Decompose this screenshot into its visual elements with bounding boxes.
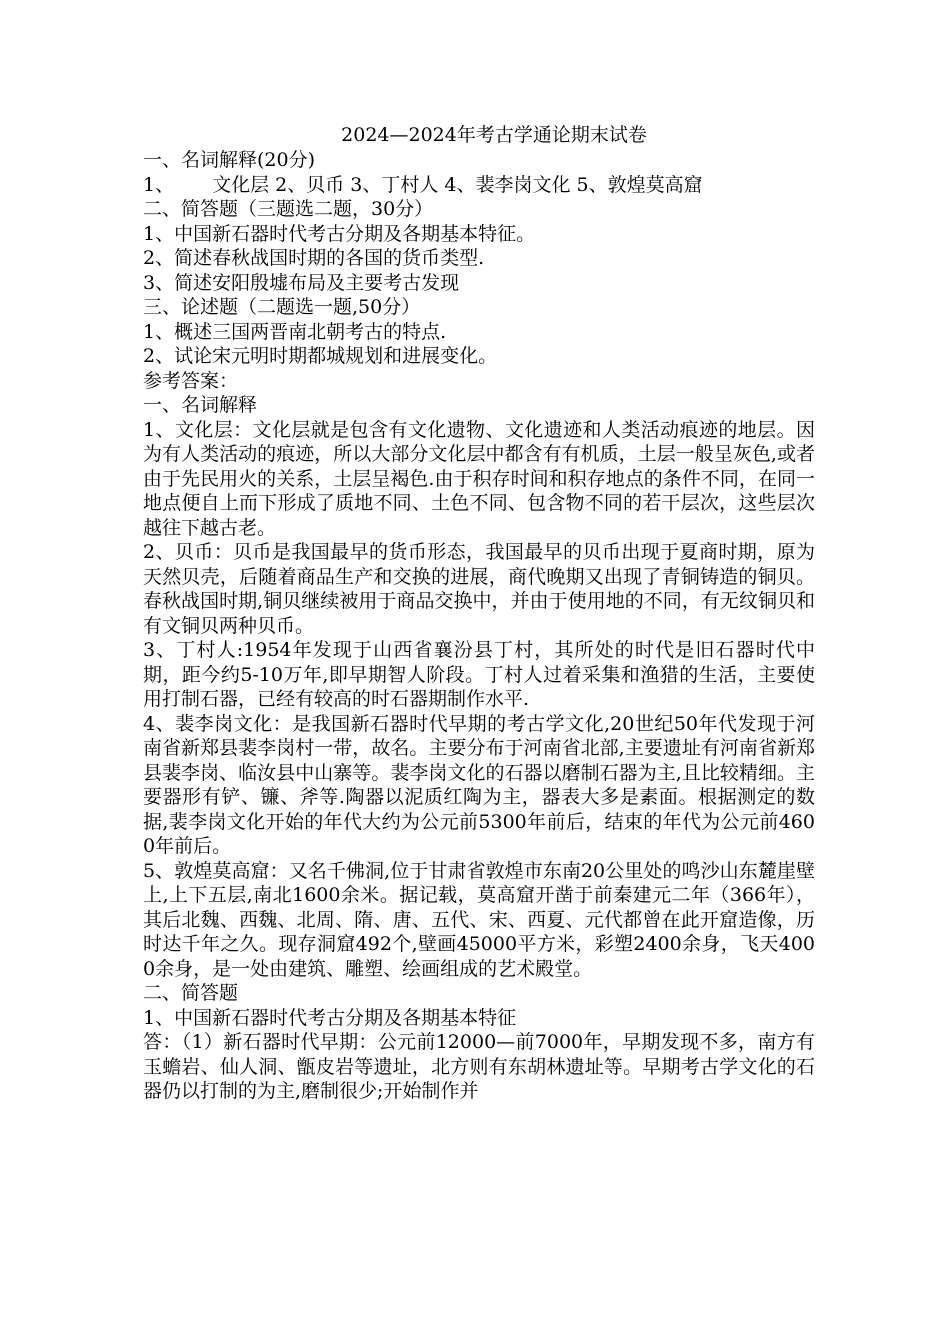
answer-b1-title: 1、中国新石器时代考古分期及各期基本特征 [143, 1006, 517, 1029]
answers-heading: 参考答案： [143, 369, 239, 392]
section2-heading: 二、简答题（三题选二题，30分） [143, 198, 434, 220]
section2-question-3: 3、简述安阳殷墟布局及主要考古发现 [143, 271, 460, 294]
exam-title: 2024—2024年考古学通论期末试卷 [341, 124, 647, 146]
answer-5-mogao-caves: 5、敦煌莫高窟：又名千佛洞,位于甘肃省敦煌市东南20公里处的鸣沙山东麓崖壁上,上下五层,南北1600余米。据记载，莫高窟开凿于前秦建元二年（366年），其后北魏、西魏、北周、隋、唐、五代、宋、西夏、元代都曾在此开窟造像，历时达千年之久。现存洞窟492个,壁画45000平方米，彩塑2400余身，飞天4000余身，是一处由建筑、雕塑、绘画组成的艺术殿堂。 [143, 859, 815, 980]
section3-heading: 三、论述题（二题选一题,50分） [143, 296, 421, 318]
section3-question-2: 2、试论宋元明时期都城规划和进展变化。 [143, 345, 498, 367]
answer-2-shell-money: 2、贝币：贝币是我国最早的货币形态，我国最早的贝币出现于夏商时期，原为天然贝壳，后随着商品生产和交换的进展，商代晚期又出现了青铜铸造的铜贝。春秋战国时期,铜贝继续被用于商品交换中，并由于使用地的不同，有无纹铜贝和有文铜贝两种贝币。 [143, 541, 815, 637]
section1-items-line [143, 173, 815, 198]
answer-4-peiligang-culture: 4、裴李岗文化：是我国新石器时代早期的考古学文化,20世纪50年代发现于河南省新郑县裴李岗村一带，故名。主要分布于河南省北部,主要遗址有河南省新郑县裴李岗、临汝县中山寨等。裴李岗文化的石器以磨制石器为主,且比较精细。主要器形有铲、镰、斧等.陶器以泥质红陶为主，器表大多是素面。根据测定的数据,裴李岗文化开始的年代大约为公元前5300年前后，结束的年代为公元前4600年前后。 [143, 712, 815, 857]
section1-items: 文化层 2、贝币 3、丁村人 4、裴李岗文化 5、敦煌莫高窟 [212, 173, 703, 196]
answer-3-dingcun-man: 3、丁村人:1954年发现于山西省襄汾县丁村，其所处的时代是旧石器时代中期，距今约5-10万年,即早期智人阶段。丁村人过着采集和渔猎的生活，主要使用打制石器，已经有较高的时石器期制作水平. [143, 639, 815, 710]
section1-heading: 一、名词解释(20分) [143, 149, 316, 171]
answers-section1-heading: 一、名词解释 [143, 394, 258, 416]
section2-question-1: 1、中国新石器时代考古分期及各期基本特征。 [143, 222, 536, 245]
answer-1-cultural-layer: 1、文化层：文化层就是包含有文化遗物、文化遗迹和人类活动痕迹的地层。因为有人类活动的痕迹，所以大部分文化层中都含有有机质，土层一般呈灰色,或者由于先民用火的关系，土层呈褐色.由于积存时间和积存地点的条件不同，在同一地点便自上而下形成了质地不同、土色不同、包含物不同的若干层次，这些层次越往下越古老。 [143, 418, 815, 539]
document-page [143, 122, 815, 1104]
answer-b1-text: 答：（1）新石器时代早期：公元前12000—前7000年，早期发现不多，南方有玉蟾岩、仙人洞、甑皮岩等遗址，北方则有东胡林遗址等。早期考古学文化的石器仍以打制的为主,磨制很少;开始制作并 [143, 1031, 815, 1102]
answers-section2-heading: 二、简答题 [143, 982, 239, 1004]
section2-question-2: 2、简述春秋战国时期的各国的货币类型. [143, 247, 485, 269]
section1-items-prefix: 1、 [143, 173, 175, 196]
section3-question-1: 1、概述三国两晋南北朝考古的特点. [143, 320, 447, 343]
